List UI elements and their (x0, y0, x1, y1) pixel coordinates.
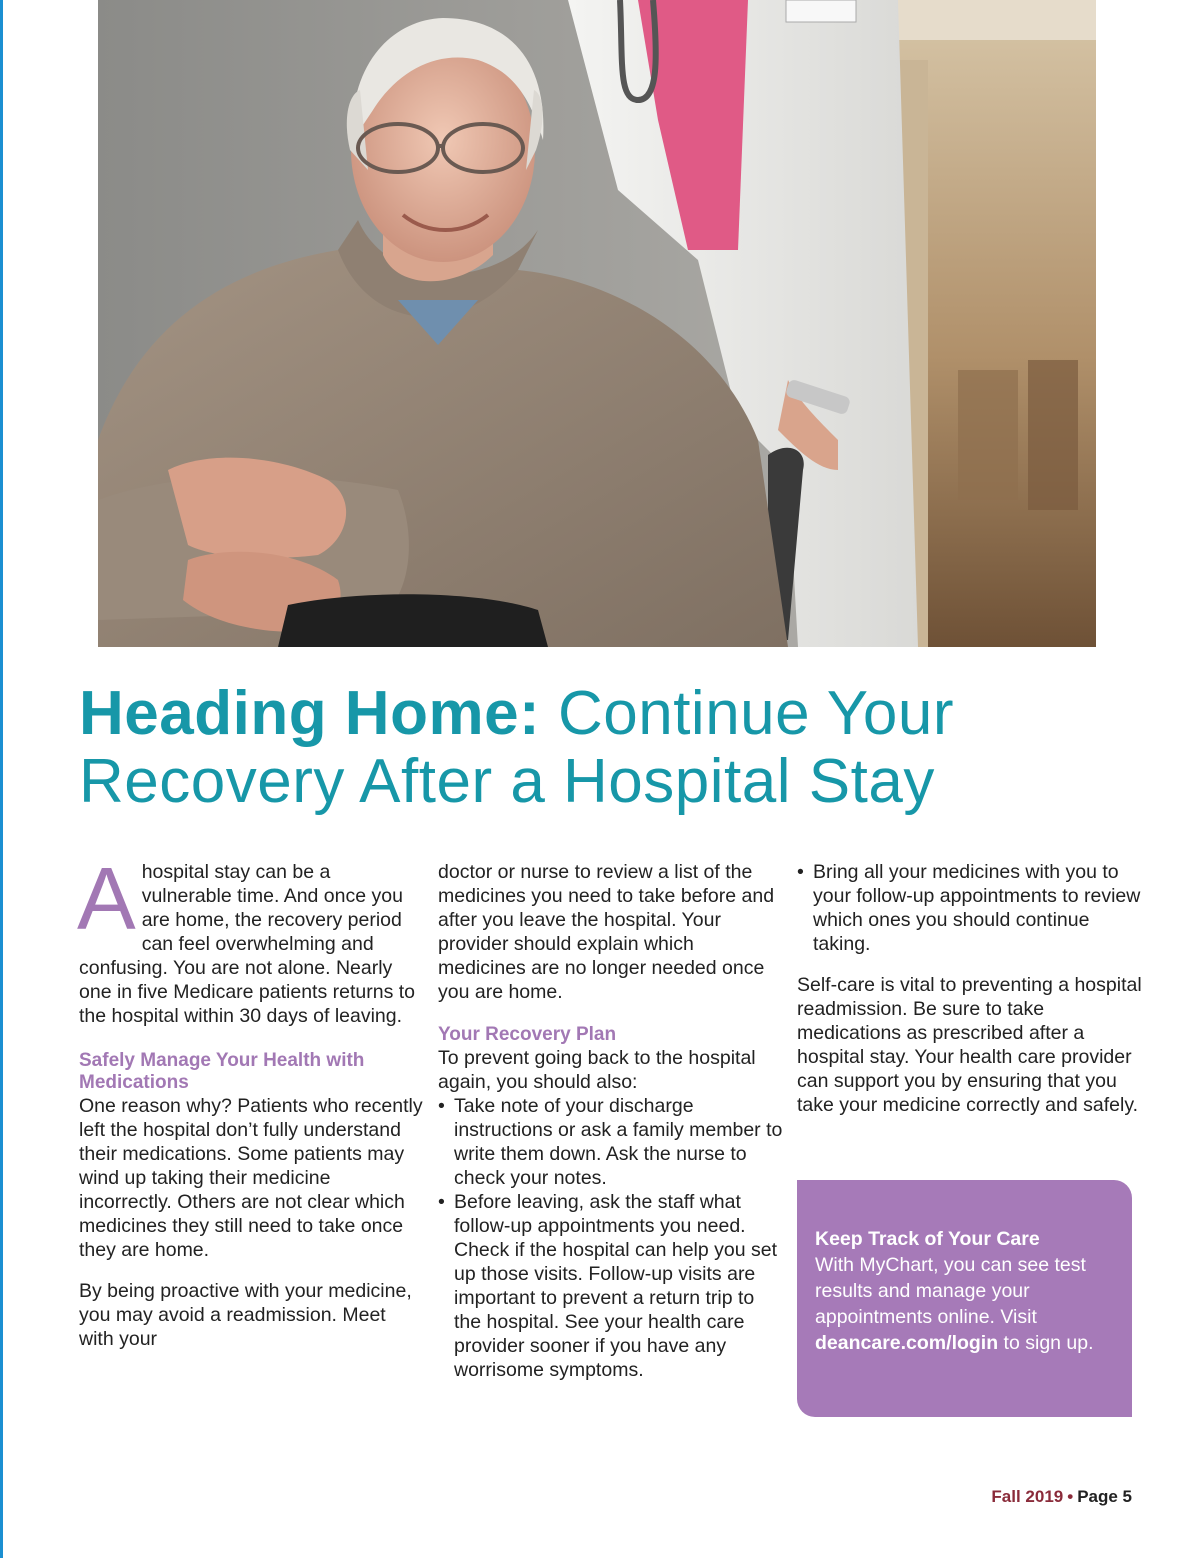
callout-title: Keep Track of Your Care (815, 1228, 1040, 1250)
page-title (79, 680, 1139, 816)
list-item: • Before leaving, ask the staff what follow-up appointments you need. Check if the hospital can help you set up those visits. Follow-up visits are important to prevent a return trip to the hospital. See your health care provider sooner if you have any worrisome symptoms. (438, 1190, 783, 1382)
intro-paragraph (77, 849, 424, 1028)
column-2 (438, 860, 783, 1399)
photo-elderly-patient-with-nurse-icon (98, 0, 1096, 647)
self-care-paragraph: Self-care is vital to preventing a hospital readmission. Be sure to take medications as prescribed after a hospital stay. Your health care provider can support you by ensuring that you take your medicine correctly and safely. (797, 974, 1142, 1116)
list-item: • Bring all your medicines with you to your follow-up appointments to review which ones you should continue taking. (797, 860, 1142, 956)
page-edge-stripe (0, 0, 3, 1558)
title-light: Continue Your Recovery After a Hospital Stay (79, 679, 955, 816)
callout-text-end: to sign up. (998, 1332, 1094, 1354)
hero-photo (98, 0, 1096, 647)
column-1 (77, 849, 424, 1368)
mychart-callout (797, 1180, 1132, 1417)
column-3 (797, 860, 1142, 1134)
recovery-list (438, 1094, 783, 1382)
review-paragraph: doctor or nurse to review a list of the medicines you need to take before and after you leave the hospital. Your provider should explain which medicines are no longer needed once you are home. (438, 861, 775, 1003)
page-number: Page 5 (1077, 1487, 1132, 1506)
drop-cap: A (77, 849, 136, 948)
list-item: • Take note of your discharge instructions or ask a family member to write them down. Ask the nurse to check your notes. (438, 1094, 783, 1190)
medications-paragraph: One reason why? Patients who recently left the hospital don’t fully understand their medications. Some patients may wind up taking their medicine incorrectly. Others are not clear which medicines they still need to take once they are home. (79, 1095, 423, 1261)
intro-text: hospital stay can be a vulnerable time. And once you are home, the recovery period can feel overwhelming and confusing. You are not alone. Nearly one in five Medicare patients returns to the hospital within 30 days of leaving. (79, 861, 416, 1027)
medicines-list (797, 860, 1142, 956)
recovery-lead: To prevent going back to the hospital again, you should also: (438, 1047, 756, 1093)
subhead-medications: Safely Manage Your Health with Medications (79, 1050, 365, 1093)
mychart-link[interactable]: deancare.com/login (815, 1332, 999, 1354)
issue-season: Fall 2019 (991, 1487, 1064, 1506)
subhead-recovery-plan: Your Recovery Plan (438, 1024, 617, 1045)
callout-text: With MyChart, you can see test results and manage your appointments online. Visit (815, 1254, 1086, 1328)
proactive-paragraph: By being proactive with your medicine, you may avoid a readmission. Meet with your (79, 1280, 412, 1350)
title-bold: Heading Home: (79, 679, 541, 748)
page-footer (991, 1487, 1132, 1507)
footer-separator: • (1067, 1487, 1074, 1506)
